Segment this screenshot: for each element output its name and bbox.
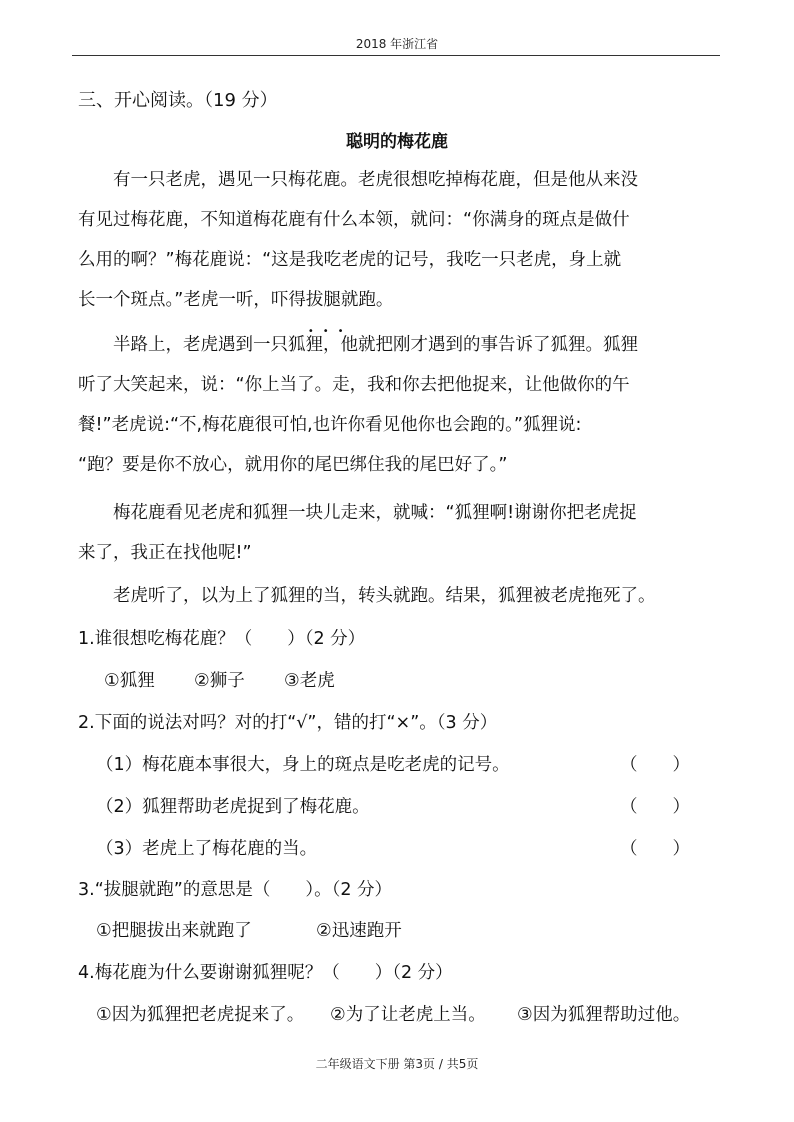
story-line: 有见过梅花鹿，不知道梅花鹿有什么本领，就问：“你满身的斑点是做什 <box>78 210 630 230</box>
q2-statement-2: （2）狐狸帮助老虎捉到了梅花鹿。 <box>96 797 370 817</box>
q1-option-a: ①狐狸 <box>104 671 155 691</box>
story-line: 么用的啊？”梅花鹿说：“这是我吃老虎的记号，我吃一只老虎，身上就 <box>78 250 622 270</box>
question-2: 2.下面的说法对吗？对的打“√”，错的打“×”。（3 分） <box>78 713 498 733</box>
header-divider <box>72 55 720 56</box>
story-text: 长一个斑点。”老虎一听，吓得 <box>78 290 306 310</box>
q3-option-b: ②迅速跑开 <box>316 921 402 941</box>
story-line: 半路上，老虎遇到一只狐狸，他就把刚才遇到的事告诉了狐狸。狐狸 <box>113 335 638 355</box>
q4-option-c: ③因为狐狸帮助过他。 <box>517 1005 691 1025</box>
q3-option-a: ①把腿拔出来就跑了 <box>96 921 252 941</box>
q1-option-c: ③老虎 <box>284 671 335 691</box>
page-header: 2018 年浙江省 <box>355 37 439 51</box>
story-paragraph-1 <box>78 160 726 320</box>
q2-statement-3: （3）老虎上了梅花鹿的当。 <box>96 839 318 859</box>
story-line <box>78 280 726 320</box>
story-line: 听了大笑起来，说：“你上当了。走，我和你去把他捉来，让他做你的午 <box>78 375 630 395</box>
section-title: 三、开心阅读。（19 分） <box>78 90 278 111</box>
q2-answer-blank-3[interactable]: （ ） <box>620 839 690 859</box>
q2-statement-1: （1）梅花鹿本事很大，身上的斑点是吃老虎的记号。 <box>96 755 510 775</box>
q4-option-b: ②为了让老虎上当。 <box>330 1005 486 1025</box>
question-4: 4.梅花鹿为什么要谢谢狐狸呢？（ ）（2 分） <box>78 963 453 983</box>
story-line: 餐!”老虎说:“不,梅花鹿很可怕,也许你看见他你也会跑的。”狐狸说: <box>78 415 582 435</box>
q4-option-a: ①因为狐狸把老虎捉来了。 <box>96 1005 305 1025</box>
story-title: 聪明的梅花鹿 <box>346 132 448 152</box>
q2-answer-blank-2[interactable]: （ ） <box>620 797 690 817</box>
story-paragraph-3 <box>78 493 726 573</box>
story-line: 老虎听了，以为上了狐狸的当，转头就跑。结果，狐狸被老虎拖死了。 <box>113 586 656 606</box>
story-line: 有一只老虎，遇见一只梅花鹿。老虎很想吃掉梅花鹿，但是他从来没 <box>113 170 638 190</box>
q2-answer-blank-1[interactable]: （ ） <box>620 755 690 775</box>
q1-option-b: ②狮子 <box>194 671 245 691</box>
story-line: 来了，我正在找他呢!” <box>78 543 252 563</box>
question-3: 3.“拔腿就跑”的意思是（ ）。（2 分） <box>78 880 393 900</box>
emphasized-phrase: 拔腿就跑 ••• <box>306 290 376 310</box>
story-line: 梅花鹿看见老虎和狐狸一块儿走来，就喊：“狐狸啊!谢谢你把老虎捉 <box>113 503 637 523</box>
page-footer: 二年级语文下册 第3页 / 共5页 <box>315 1057 479 1071</box>
story-line: “跑？要是你不放心，就用你的尾巴绑住我的尾巴好了。” <box>78 455 508 475</box>
story-paragraph-2 <box>78 325 726 485</box>
question-1: 1.谁很想吃梅花鹿？（ ）（2 分） <box>78 629 366 649</box>
story-text: 。 <box>375 290 394 310</box>
story-paragraph-4 <box>78 576 726 616</box>
